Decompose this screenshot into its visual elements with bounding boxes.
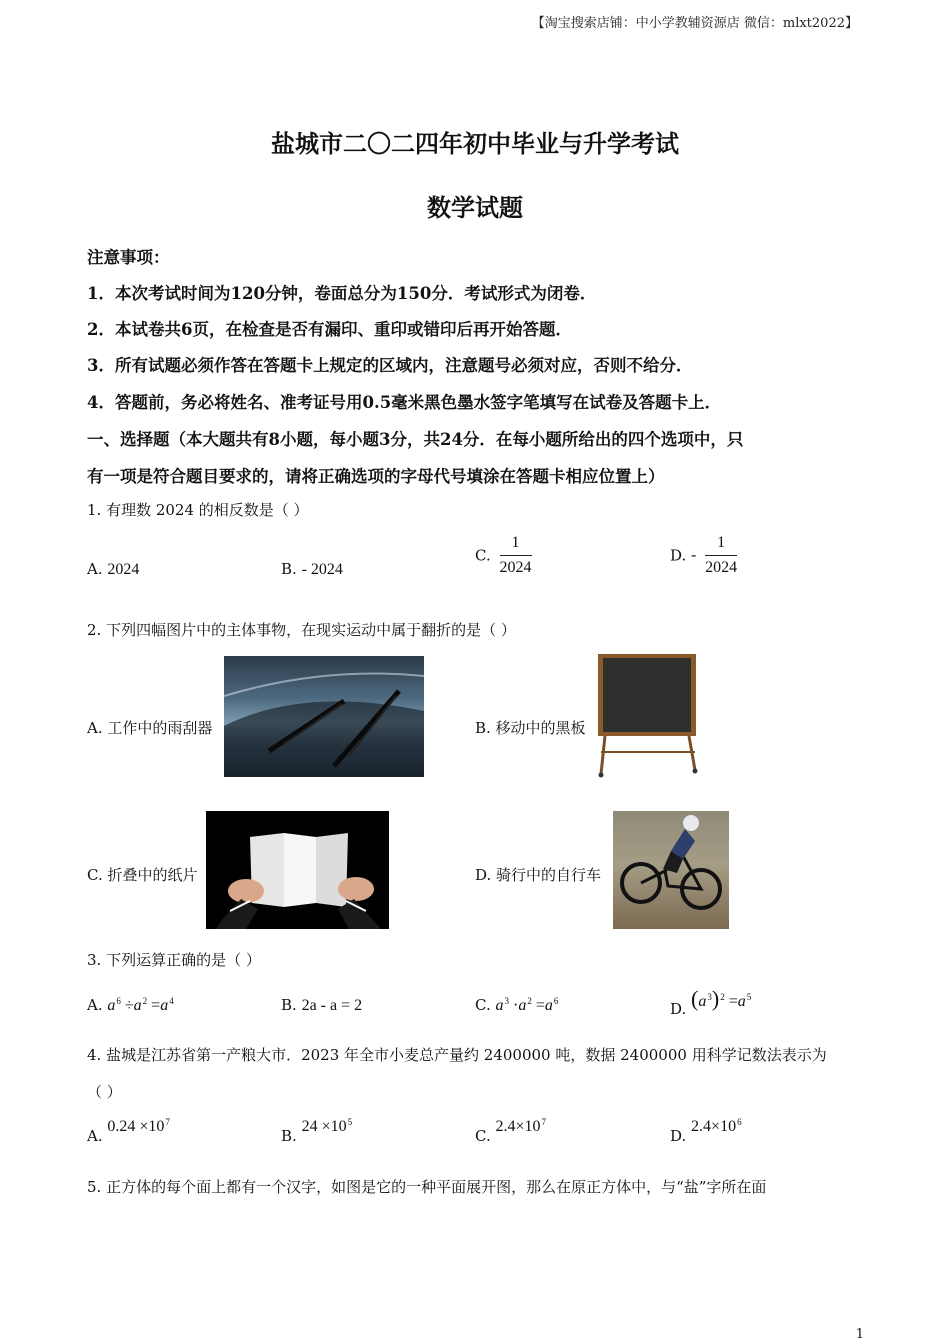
bicycle-rider-photo (613, 811, 729, 929)
q1-option-d: D. - $\frac{1}{2024}$ (670, 534, 738, 576)
section-heading: 一、选择题（本大题共有8小题，每小题3分，共24分．在每小题所给出的四个选项中，只 (87, 430, 744, 449)
q3-option-a: A. $a^6 \div a^2 =a^4$ (87, 996, 174, 1014)
q2-option-c: C. 折叠中的纸片 (87, 866, 198, 884)
question-2-stem: 2. 下列四幅图片中的主体事物，在现实运动中属于翻折的是（ ） (87, 621, 516, 639)
question-4-stem: 4. 盐城是江苏省第一产粮大市．2023 年全市小麦总产量约 2400000 吨，数据 2400000 用科学记数法表示为 (87, 1046, 827, 1064)
notice-item: 3．所有试题必须作答在答题卡上规定的区域内，注意题号必须对应，否则不给分． (87, 356, 693, 375)
blackboard-photo (595, 652, 701, 778)
notice-item: 2．本试卷共6页，在检查是否有漏印、重印或错印后再开始答题． (87, 320, 572, 339)
q1-option-b: B. - 2024 (281, 560, 343, 578)
question-4-stem-cont: （ ） (87, 1083, 122, 1101)
windshield-wiper-photo (224, 656, 424, 777)
q1-option-c: C. $\frac{1}{2024}$ (475, 534, 532, 576)
q1-option-a: A. 2024 (87, 560, 140, 578)
page-number: 1 (855, 1327, 864, 1342)
notice-item: 1．本次考试时间为120分钟，卷面总分为150分．考试形式为闭卷． (87, 284, 597, 303)
exam-subtitle: 数学试题 (427, 193, 523, 222)
q4-option-d: D. $2.4\times 10^6$ (670, 1117, 742, 1145)
question-3-stem: 3. 下列运算正确的是（ ） (87, 951, 261, 969)
notice-heading: 注意事项： (87, 248, 170, 267)
q3-option-d: D. $(a^3)^2 =a^5$ (670, 986, 752, 1018)
q4-option-b: B. $24 \times 10^5$ (281, 1117, 353, 1145)
header-note: 【淘宝搜索店铺：中小学教辅资源店 微信：mlxt2022】 (531, 16, 858, 31)
q3-option-c: C. $a^3 \cdot a^2 =a^6$ (475, 996, 559, 1014)
q4-option-a: A. $0.24 \times 10^7$ (87, 1117, 170, 1145)
section-heading-cont: 有一项是符合题目要求的，请将正确选项的字母代号填涂在答题卡相应位置上） (87, 467, 665, 486)
q2-option-b: B. 移动中的黑板 (475, 719, 586, 737)
question-5-stem: 5. 正方体的每个面上都有一个汉字，如图是它的一种平面展开图，那么在原正方体中，与“盐”字所在面 (87, 1178, 767, 1196)
notice-item: 4．答题前，务必将姓名、准考证号用0.5毫米黑色墨水签字笔填写在试卷及答题卡上． (87, 393, 722, 412)
q2-option-a: A. 工作中的雨刮器 (87, 719, 213, 737)
question-1-stem: 1. 有理数 2024 的相反数是（ ） (87, 501, 309, 519)
folded-paper-photo (206, 811, 389, 929)
exam-title: 盐城市二〇二四年初中毕业与升学考试 (271, 129, 679, 158)
q2-option-d: D. 骑行中的自行车 (475, 866, 602, 884)
q3-option-b: B. 2a - a = 2 (281, 996, 363, 1014)
q4-option-c: C. $2.4\times 10^7$ (475, 1117, 547, 1145)
